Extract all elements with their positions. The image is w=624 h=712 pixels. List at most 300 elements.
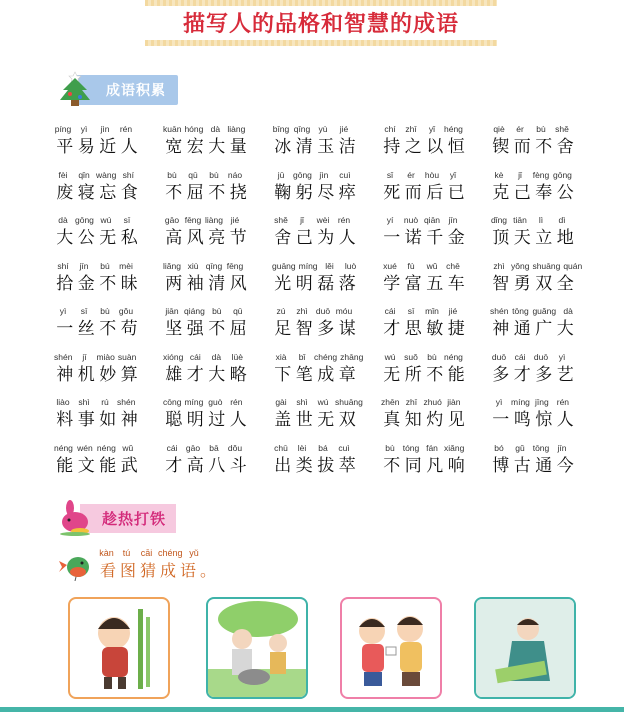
christmas-tree-icon xyxy=(58,70,92,110)
pinyin-syllable: dà xyxy=(58,215,68,225)
idiom-pinyin xyxy=(272,352,381,364)
pinyin-syllable: wú xyxy=(100,215,112,225)
idiom-pinyin xyxy=(54,124,163,136)
idiom-char: 舍 xyxy=(556,137,574,157)
idiom-char: 顶 xyxy=(492,228,510,248)
idiom-pinyin xyxy=(272,443,381,455)
pinyin-syllable: fù xyxy=(407,260,415,271)
pinyin-syllable: jīng xyxy=(535,397,549,407)
pinyin-syllable: néng xyxy=(54,442,73,453)
idiom-char: 清 xyxy=(295,137,313,157)
idiom-char: 己 xyxy=(513,182,531,203)
idiom-row xyxy=(54,215,599,261)
idiom-text xyxy=(490,409,576,431)
idiom-pinyin xyxy=(381,397,490,409)
idiom-item xyxy=(272,397,381,443)
pinyin-syllable: tú xyxy=(122,548,131,558)
idiom-item xyxy=(54,215,163,261)
idiom-char: 多 xyxy=(492,364,510,385)
scholar-with-bamboo-slips-illustration xyxy=(476,599,574,697)
idiom-char: 神 xyxy=(120,410,138,430)
pinyin-syllable: guò xyxy=(208,397,223,407)
idiom-char: 算 xyxy=(120,364,138,385)
idiom-char: 不 xyxy=(535,137,553,157)
pinyin-syllable: suǒ xyxy=(404,351,418,362)
pinyin-syllable: bó xyxy=(494,442,504,453)
pinyin-syllable: zhī xyxy=(405,124,417,134)
idiom-char: 智 xyxy=(492,273,510,294)
pinyin-syllable: móu xyxy=(335,306,353,316)
idiom-char: 过 xyxy=(208,410,226,430)
pinyin-syllable: bù xyxy=(209,169,219,180)
idiom-char: 无 xyxy=(99,228,117,248)
pinyin-syllable: lěi xyxy=(325,260,334,271)
idiom-pinyin xyxy=(490,261,599,273)
idiom-char: 己 xyxy=(295,228,313,248)
idiom-text xyxy=(381,455,467,477)
pinyin-syllable: dà xyxy=(211,351,222,362)
idiom-pinyin xyxy=(54,261,163,273)
idiom-char: 无 xyxy=(317,410,335,430)
idiom-item xyxy=(381,215,490,261)
idiom-pinyin xyxy=(381,124,490,136)
pinyin-syllable: gǔ xyxy=(515,442,525,453)
pinyin-syllable: sǐ xyxy=(386,169,394,180)
idiom-char: 大 xyxy=(556,319,574,339)
pinyin-syllable: bù xyxy=(212,306,222,316)
pinyin-syllable: qū xyxy=(188,169,198,180)
idiom-text xyxy=(54,318,140,340)
pinyin-syllable: bǐ xyxy=(298,351,306,362)
idiom-text xyxy=(490,227,576,249)
idiom-char: 出 xyxy=(274,455,292,476)
bottom-border xyxy=(0,707,624,712)
idiom-text xyxy=(381,227,467,249)
idiom-pinyin xyxy=(490,306,599,318)
idiom-text xyxy=(272,182,358,204)
pinyin-syllable: kàn xyxy=(99,548,114,558)
pinyin-syllable: mèi xyxy=(119,260,133,271)
idiom-item xyxy=(490,306,599,352)
pinyin-syllable: wàng xyxy=(96,169,117,180)
pinyin-syllable: xià xyxy=(275,351,287,362)
pinyin-syllable: jié xyxy=(448,306,458,316)
page-title: 描写人的品格和智慧的成语 xyxy=(182,11,459,37)
pinyin-syllable: qǐn xyxy=(78,169,90,180)
idiom-char: 高 xyxy=(165,228,183,248)
idiom-text xyxy=(163,455,249,477)
pinyin-syllable: cái xyxy=(189,351,201,362)
pinyin-syllable: tiān xyxy=(513,215,527,225)
pinyin-syllable: rén xyxy=(337,215,351,225)
practice-char: 猜 xyxy=(139,561,156,580)
idiom-char: 车 xyxy=(447,273,465,294)
pinyin-syllable: jī xyxy=(82,351,87,362)
practice-text xyxy=(98,558,218,581)
idiom-pinyin xyxy=(381,170,490,182)
idiom-char: 笔 xyxy=(295,364,313,385)
pinyin-syllable: quán xyxy=(563,260,583,271)
pinyin-syllable: wèi xyxy=(316,215,330,225)
idiom-char: 克 xyxy=(492,182,510,203)
idiom-char: 富 xyxy=(404,273,422,294)
idiom-char: 艺 xyxy=(556,364,574,385)
idiom-char: 磊 xyxy=(317,273,335,294)
idiom-pinyin xyxy=(163,306,272,318)
pinyin-syllable: shuāng xyxy=(335,397,363,407)
idiom-char: 多 xyxy=(317,319,335,339)
idiom-pinyin xyxy=(272,397,381,409)
idiom-char: 古 xyxy=(513,455,531,476)
idiom-char: 大 xyxy=(208,137,226,157)
idiom-char: 风 xyxy=(186,228,204,248)
idiom-item xyxy=(272,443,381,489)
pinyin-syllable: dì xyxy=(558,215,566,225)
pinyin-syllable: bù xyxy=(536,124,546,134)
idiom-char: 后 xyxy=(426,182,444,203)
pinyin-syllable: jīn xyxy=(79,260,89,271)
pinyin-syllable: yì xyxy=(80,124,88,134)
pinyin-syllable: gāo xyxy=(185,442,201,453)
idiom-char: 强 xyxy=(186,319,204,339)
idiom-char: 天 xyxy=(513,228,531,248)
pinyin-syllable: fēng xyxy=(184,215,202,225)
idiom-item xyxy=(272,352,381,398)
idiom-char: 不 xyxy=(426,364,444,385)
pinyin-syllable: guāng xyxy=(272,260,296,271)
idiom-char: 立 xyxy=(535,228,553,248)
idiom-text xyxy=(272,273,358,295)
idiom-text xyxy=(490,455,576,477)
pinyin-syllable: jū xyxy=(277,169,285,180)
pinyin-syllable: miào xyxy=(96,351,115,362)
pinyin-syllable: jié xyxy=(230,215,240,225)
pinyin-syllable: náo xyxy=(227,169,243,180)
idiom-char: 持 xyxy=(383,137,401,157)
pinyin-syllable: luò xyxy=(344,260,357,271)
pinyin-syllable: gài xyxy=(275,397,287,407)
idiom-row xyxy=(54,261,599,307)
pinyin-syllable: gōng xyxy=(553,169,572,180)
pinyin-syllable: rén xyxy=(556,397,570,407)
idiom-pinyin xyxy=(490,443,599,455)
idiom-char: 通 xyxy=(535,455,553,476)
pinyin-syllable: nuò xyxy=(403,215,419,225)
pinyin-syllable: bīng xyxy=(272,124,290,134)
practice-char: 。 xyxy=(199,561,216,580)
idiom-char: 不 xyxy=(165,182,183,203)
pinyin-syllable: jìn xyxy=(100,124,110,134)
pinyin-syllable: qīng xyxy=(293,124,311,134)
pinyin-syllable: shě xyxy=(555,124,569,134)
pinyin-syllable: zhī xyxy=(405,397,418,407)
pinyin-syllable: zhì xyxy=(493,260,505,271)
pinyin-syllable: gǒu xyxy=(118,306,134,316)
pinyin-syllable: liào xyxy=(56,397,70,407)
idiom-char: 谋 xyxy=(338,319,356,339)
pinyin-syllable: yǐ xyxy=(428,124,436,134)
idiom-char: 鞠 xyxy=(274,182,292,203)
idiom-char: 思 xyxy=(404,319,422,339)
idiom-char: 落 xyxy=(338,273,356,294)
idiom-item xyxy=(163,170,272,216)
pinyin-syllable: jǐ xyxy=(300,215,304,225)
idiom-char: 人 xyxy=(229,410,247,430)
pinyin-syllable: zhuó xyxy=(423,397,442,407)
pinyin-syllable: tōng xyxy=(532,442,550,453)
idiom-char: 捷 xyxy=(447,319,465,339)
idiom-item xyxy=(272,215,381,261)
idiom-text xyxy=(54,136,140,158)
idiom-text xyxy=(54,273,140,295)
idiom-pinyin xyxy=(163,397,272,409)
idiom-item xyxy=(163,306,272,352)
pinyin-syllable: qiān xyxy=(423,215,441,225)
pinyin-syllable: liàng xyxy=(205,215,223,225)
idiom-text xyxy=(163,182,249,204)
idiom-pinyin xyxy=(163,443,272,455)
idiom-char: 明 xyxy=(295,273,313,294)
idiom-item xyxy=(54,443,163,489)
idiom-char: 大 xyxy=(56,228,74,248)
pinyin-syllable: shí xyxy=(122,169,134,180)
pinyin-syllable: zhēn xyxy=(381,397,400,407)
idiom-char: 躬 xyxy=(295,182,313,203)
idiom-char: 人 xyxy=(556,410,574,430)
idiom-pinyin xyxy=(272,306,381,318)
pinyin-syllable: qiè xyxy=(493,124,505,134)
pinyin-syllable: zú xyxy=(276,306,286,316)
pinyin-syllable: ér xyxy=(516,124,524,134)
idiom-item xyxy=(490,352,599,398)
idiom-char: 凡 xyxy=(426,455,444,476)
idiom-char: 灼 xyxy=(426,410,444,430)
pinyin-syllable: shén xyxy=(117,397,136,407)
pinyin-syllable: liàng xyxy=(227,124,246,134)
section-badge-accumulate xyxy=(58,70,178,110)
pinyin-syllable: dà xyxy=(563,306,573,316)
idiom-row xyxy=(54,397,599,443)
pinyin-syllable: shì xyxy=(296,397,308,407)
pinyin-syllable: fèng xyxy=(532,169,550,180)
idiom-item xyxy=(54,261,163,307)
idiom-item xyxy=(490,443,599,489)
idiom-char: 全 xyxy=(556,273,574,294)
idiom-char: 锲 xyxy=(492,137,510,157)
boy-with-bamboo-illustration xyxy=(70,599,168,697)
idiom-char: 章 xyxy=(338,364,356,385)
idiom-char: 事 xyxy=(77,410,95,430)
idiom-char: 神 xyxy=(56,364,74,385)
pinyin-syllable: shì xyxy=(78,397,90,407)
pinyin-syllable: wú xyxy=(384,351,396,362)
pinyin-syllable: shě xyxy=(274,215,288,225)
pinyin-syllable: yí xyxy=(386,215,394,225)
idiom-char: 知 xyxy=(404,410,422,430)
idiom-item xyxy=(54,306,163,352)
idiom-text xyxy=(54,364,140,386)
pinyin-syllable: wǔ xyxy=(426,260,438,271)
idiom-char: 忘 xyxy=(99,182,117,203)
idiom-item xyxy=(381,443,490,489)
pinyin-syllable: jīn xyxy=(557,442,567,453)
idiom-char: 地 xyxy=(556,228,574,248)
idiom-pinyin xyxy=(272,170,381,182)
idiom-char: 如 xyxy=(99,410,117,430)
idiom-char: 屈 xyxy=(229,319,247,339)
pinyin-syllable: jié xyxy=(339,124,349,134)
pinyin-syllable: rú xyxy=(101,397,109,407)
pinyin-syllable: wú xyxy=(317,397,329,407)
idiom-item xyxy=(163,397,272,443)
idiom-char: 一 xyxy=(383,228,401,248)
pinyin-syllable: bù xyxy=(385,442,395,453)
idiom-pinyin xyxy=(381,215,490,227)
idiom-text xyxy=(381,318,467,340)
idiom-char: 五 xyxy=(426,273,444,294)
pinyin-syllable: gōng xyxy=(293,169,312,180)
idiom-char: 尽 xyxy=(317,182,335,203)
idiom-char: 鸣 xyxy=(513,410,531,430)
pinyin-syllable: xué xyxy=(383,260,397,271)
idiom-char: 萃 xyxy=(338,455,356,476)
idiom-row xyxy=(54,443,599,489)
idiom-char: 袖 xyxy=(186,273,204,294)
idiom-pinyin xyxy=(163,352,272,364)
idiom-char: 量 xyxy=(229,137,247,157)
practice-char: 成 xyxy=(159,561,176,580)
idiom-item xyxy=(490,261,599,307)
pinyin-syllable: yì xyxy=(558,351,566,362)
idiom-char: 广 xyxy=(535,319,553,339)
idiom-text xyxy=(490,136,576,158)
idiom-char: 料 xyxy=(56,410,74,430)
idiom-text xyxy=(272,136,358,158)
picture-elder-and-child xyxy=(206,597,308,699)
idiom-text xyxy=(272,409,358,431)
idiom-char: 成 xyxy=(317,364,335,385)
pinyin-syllable: ér xyxy=(407,169,415,180)
pinyin-syllable: yì xyxy=(495,397,503,407)
idiom-grid xyxy=(54,124,599,488)
idiom-char: 人 xyxy=(338,228,356,248)
title-stripe-bottom xyxy=(145,40,497,46)
pinyin-syllable: duō xyxy=(491,351,507,362)
idiom-char: 一 xyxy=(56,319,74,339)
idiom-item xyxy=(381,306,490,352)
idiom-char: 世 xyxy=(295,410,313,430)
idiom-text xyxy=(272,364,358,386)
idiom-char: 废 xyxy=(56,182,74,203)
practice-instruction xyxy=(58,548,218,581)
idiom-char: 光 xyxy=(274,273,292,294)
idiom-char: 无 xyxy=(383,364,401,385)
idiom-text xyxy=(272,318,358,340)
pinyin-syllable: hòu xyxy=(424,169,440,180)
idiom-char: 才 xyxy=(186,364,204,385)
idiom-char: 才 xyxy=(513,364,531,385)
idiom-text xyxy=(163,409,249,431)
pinyin-syllable: gāo xyxy=(164,215,180,225)
idiom-text xyxy=(490,182,576,204)
pinyin-syllable: fán xyxy=(426,442,438,453)
idiom-char: 响 xyxy=(447,455,465,476)
two-children-illustration xyxy=(342,599,440,697)
pinyin-syllable: cōng xyxy=(163,397,182,407)
idiom-char: 妙 xyxy=(99,364,117,385)
section-label-practice: 趁热打铁 xyxy=(80,504,176,533)
idiom-item xyxy=(54,170,163,216)
idiom-pinyin xyxy=(163,215,272,227)
idiom-pinyin xyxy=(490,124,599,136)
idiom-pinyin xyxy=(490,170,599,182)
pinyin-syllable: wén xyxy=(77,442,93,453)
idiom-item xyxy=(272,170,381,216)
idiom-item xyxy=(163,443,272,489)
picture-scholar-with-bamboo-slips xyxy=(474,597,576,699)
pinyin-syllable: cuì xyxy=(339,169,351,180)
pinyin-syllable: kuān xyxy=(163,124,182,134)
idiom-char: 神 xyxy=(492,319,510,339)
idiom-text xyxy=(272,455,358,477)
idiom-char: 盖 xyxy=(274,410,292,430)
pinyin-syllable: suàn xyxy=(117,351,137,362)
idiom-pinyin xyxy=(54,170,163,182)
pinyin-syllable: shén xyxy=(54,351,73,362)
idiom-char: 瘁 xyxy=(338,182,356,203)
idiom-item xyxy=(381,397,490,443)
idiom-char: 近 xyxy=(99,137,117,157)
idiom-item xyxy=(381,261,490,307)
idiom-char: 能 xyxy=(56,455,74,476)
idiom-char: 坚 xyxy=(165,319,183,339)
pinyin-syllable: jìn xyxy=(319,169,329,180)
idiom-item xyxy=(272,306,381,352)
pinyin-syllable: bù xyxy=(427,351,437,362)
pinyin-syllable: míng xyxy=(184,397,204,407)
idiom-char: 不 xyxy=(99,273,117,294)
idiom-char: 文 xyxy=(77,455,95,476)
idiom-char: 机 xyxy=(77,364,95,385)
idiom-char: 明 xyxy=(186,410,204,430)
idiom-char: 公 xyxy=(77,228,95,248)
idiom-item xyxy=(163,215,272,261)
idiom-pinyin xyxy=(272,124,381,136)
idiom-pinyin xyxy=(490,352,599,364)
pinyin-syllable: yǐ xyxy=(449,169,457,180)
idiom-char: 不 xyxy=(208,182,226,203)
pinyin-syllable: bù xyxy=(167,169,177,180)
pinyin-syllable: qiáng xyxy=(184,306,205,316)
pinyin-syllable: shén xyxy=(490,306,509,316)
section-badge-practice xyxy=(58,500,176,536)
idiom-char: 智 xyxy=(295,319,313,339)
pinyin-syllable: yǒng xyxy=(511,260,530,271)
idiom-char: 足 xyxy=(274,319,292,339)
idiom-char: 丝 xyxy=(77,319,95,339)
idiom-text xyxy=(163,364,249,386)
idiom-text xyxy=(163,273,249,295)
idiom-char: 才 xyxy=(165,455,183,476)
idiom-char: 屈 xyxy=(186,182,204,203)
idiom-pinyin xyxy=(54,306,163,318)
idiom-item xyxy=(272,124,381,170)
idiom-text xyxy=(54,455,140,477)
pinyin-syllable: qū xyxy=(233,306,243,316)
idiom-char: 不 xyxy=(99,319,117,339)
pinyin-syllable: tóng xyxy=(402,442,420,453)
pinyin-syllable: yù xyxy=(318,124,328,134)
